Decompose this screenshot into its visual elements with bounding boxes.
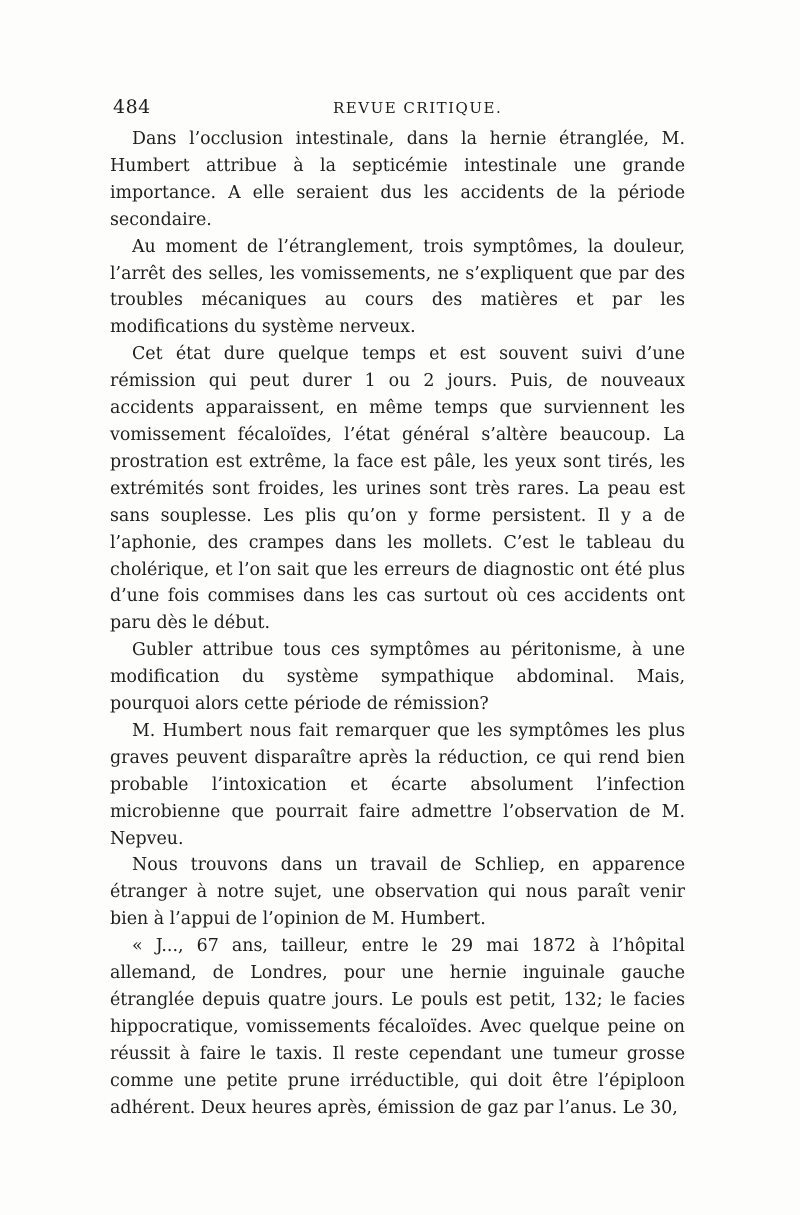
paragraph: « J..., 67 ans, tailleur, entre le 29 mai 1872 à l’hôpital allemand, de Londres, pour une hernie inguinale gauche étranglée depuis quatre jours. Le pouls est petit, 132; le facies hippocratique, vomissements fécaloïdes. Avec quelque peine on réussit à faire le taxis. Il reste cependant une tumeur grosse comme une petite prune irréductible, qui doit être l’épiploon adhérent. Deux heures après, émission de gaz par l’anus. Le 30, (110, 936, 685, 1118)
paragraph: Nous trouvons dans un travail de Schliep, en apparence étranger à notre sujet, une observation qui nous paraît venir bien à l’appui de l’opinion de M. Humbert. (110, 855, 685, 930)
page-number: 484 (113, 96, 151, 118)
paragraph: Dans l’occlusion intestinale, dans la hernie étranglée, M. Humbert attribue à la septicémie intestinale une grande importance. A elle seraient dus les accidents de la période secondaire. (110, 129, 685, 230)
paragraph: Au moment de l’étranglement, trois symptômes, la douleur, l’arrêt des selles, les vomissements, ne s’expliquent que par des troubles mécaniques au cours des matières et par les modifications du système nerveux. (110, 236, 685, 338)
paragraph: Gubler attribue tous ces symptômes au péritonisme, à une modification du système sympathique abdominal. Mais, pourquoi alors cette période de rémission? (110, 640, 685, 715)
paragraph: Cet état dure quelque temps et est souvent suivi d’une rémission qui peut durer 1 ou 2 jours. Puis, de nouveaux accidents apparaissent, en même temps que surviennent les vomissement fécaloïdes, l’état général s’altère beaucoup. La prostration est extrême, la face est pâle, les yeux sont tirés, les extrémités sont froides, les urines sont très rares. La peau est sans souplesse. Les plis qu’on y forme persistent. Il y a de l’aphonie, des crampes dans les mollets. C’est le tableau du cholérique, et l’on sait que les erreurs de diagnostic ont été plus d’une fois commises dans les cas surtout où ces accidents ont paru dès le début. (110, 344, 685, 634)
running-head: REVUE CRITIQUE. (333, 99, 503, 117)
paragraph: M. Humbert nous fait remarquer que les symptômes les plus graves peuvent disparaître après la réduction, ce qui rend bien probable l’intoxication et écarte absolument l’infection microbienne que pourrait faire admettre l’observation de M. Nepveu. (110, 720, 685, 849)
body-text (110, 126, 685, 1122)
page-header (113, 96, 683, 120)
